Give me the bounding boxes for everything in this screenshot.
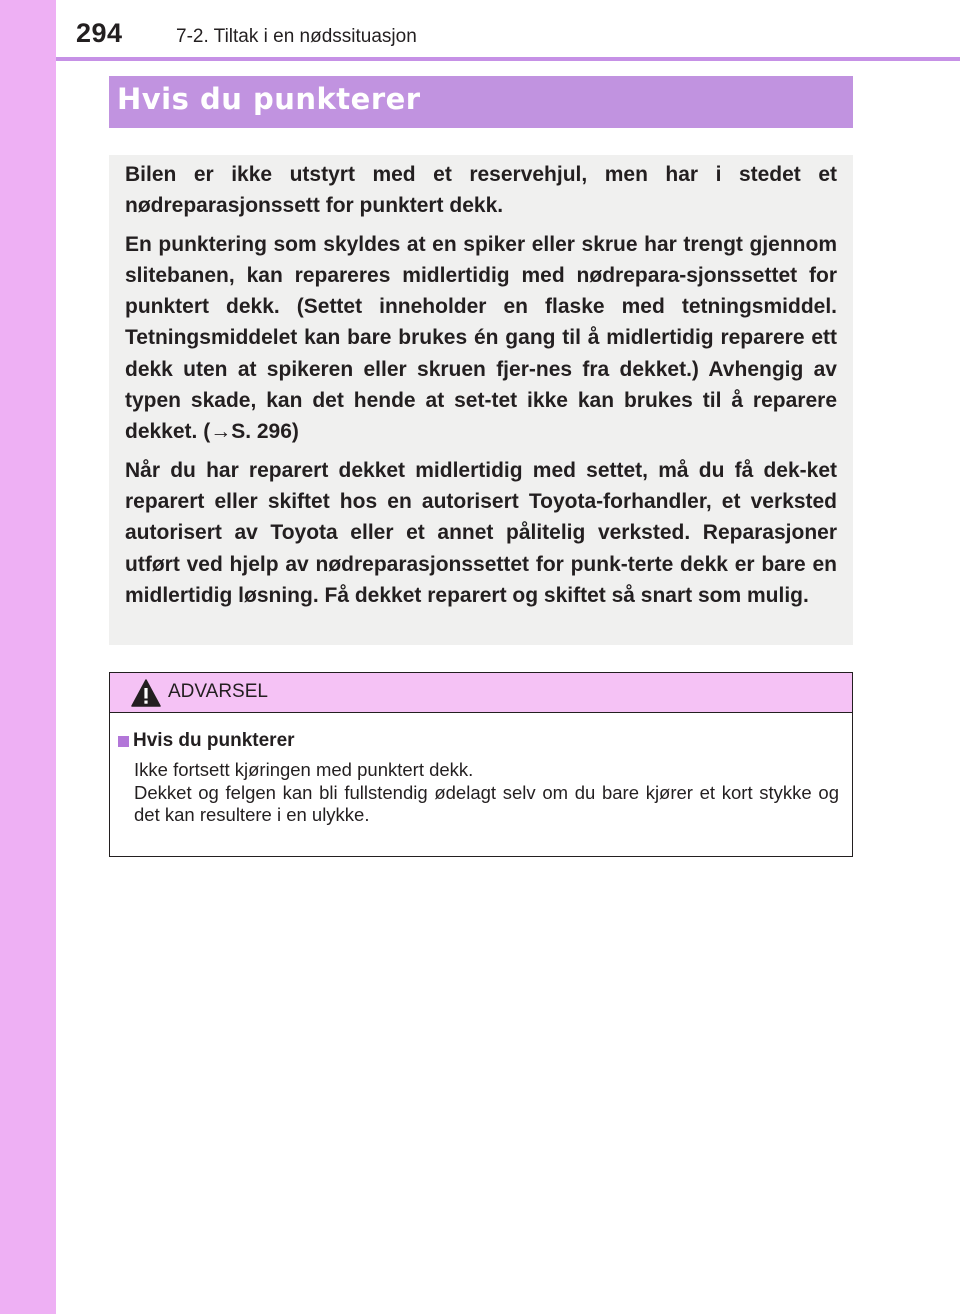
section-title: 7-2. Tiltak i en nødssituasjon [176, 26, 417, 47]
warning-box [109, 672, 853, 857]
page-number: 294 [76, 18, 123, 48]
warning-line: Ikke fortsett kjøringen med punktert dekk. [134, 759, 474, 780]
bullet-square-icon [118, 736, 129, 747]
warning-triangle-icon [131, 679, 161, 707]
warning-text [134, 759, 839, 827]
warning-header [110, 673, 852, 713]
intro-paragraph-text: En punktering som skyldes at en spiker eller skrue har trengt gjennom slitebanen, kan repareres midlertidig med nødrepara-sjonssettet for punktert dekk. (Settet inneholder en flaske med tetningsmiddel. Tetningsmiddelet kan bare brukes én gang til å midlertidig reparere ett dekk uten at spikeren eller skruen fjer-nes fra dekket.) Avhengig av typen skade, kan det hende at set-tet ikke kan brukes til å reparere dekket. ( [125, 232, 837, 444]
intro-paragraph: Når du har reparert dekket midlertidig med settet, må du få dek-ket reparert eller skiftet hos en autorisert Toyota-forhandler, et verksted autorisert av Toyota eller et annet pålitelig verksted. Reparasjoner utført ved hjelp av nødreparasjonssettet for punk-terte dekk er bare en midlertidig løsning. Få dekket reparert og skiftet så snart som mulig. [125, 458, 837, 607]
warning-line: Dekket og felgen kan bli fullstendig ødelagt selv om du bare kjører et kort stykke og det kan resultere i en ulykke. [134, 781, 839, 826]
page-reference-link[interactable]: S. 296) [231, 420, 299, 444]
intro-box [109, 155, 853, 645]
arrow-icon: → [210, 420, 232, 444]
intro-paragraph: Bilen er ikke utstyrt med et reservehjul, men har i stedet et nødreparasjonssett for punktert dekk. [125, 163, 837, 218]
side-tab-strip [0, 0, 56, 1314]
intro-paragraph [125, 229, 837, 448]
header-divider [56, 57, 960, 61]
page-title: Hvis du punkterer [117, 82, 421, 116]
warning-label: ADVARSEL [168, 681, 268, 702]
warning-heading: Hvis du punkterer [133, 730, 295, 751]
